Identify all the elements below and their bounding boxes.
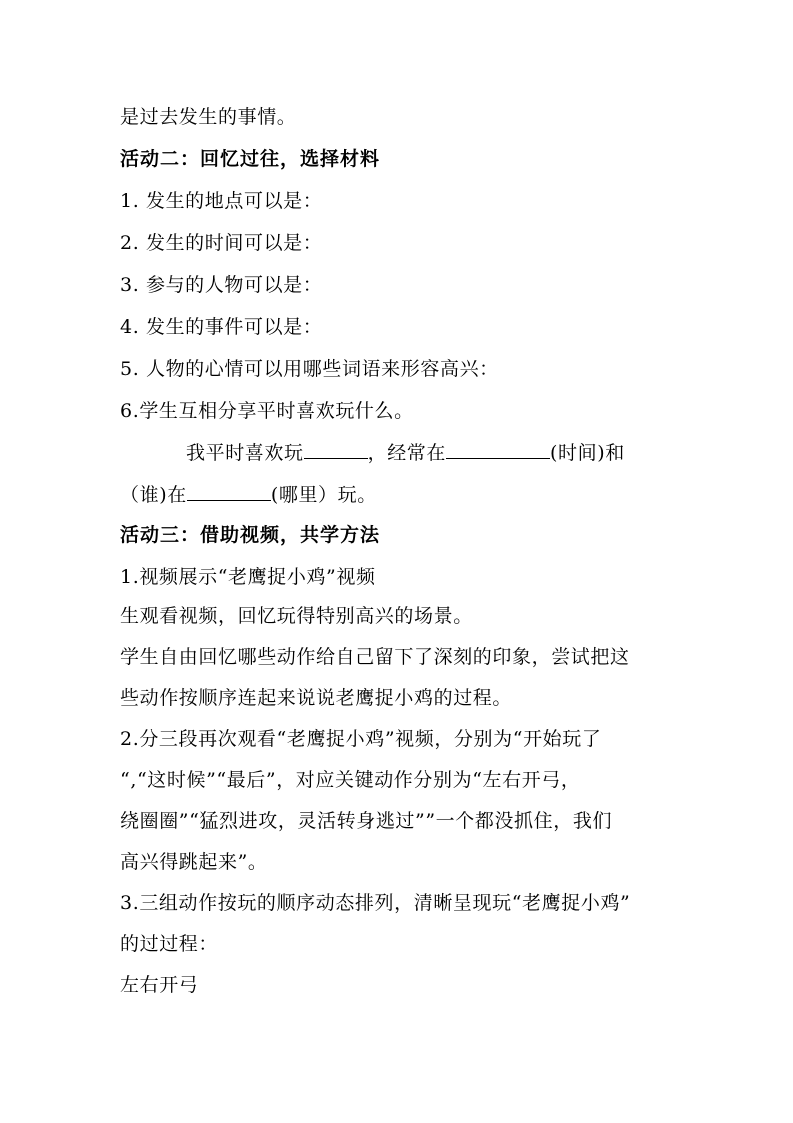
blank-time (446, 438, 550, 459)
sentence-part: 我平时喜欢玩 (186, 442, 304, 464)
list-item-event: 4. 发生的事件可以是： (120, 316, 323, 338)
body-line: 高兴得跳起来”。 (120, 851, 268, 873)
body-line: 生观看视频，回忆玩得特别高兴的场景。 (120, 605, 473, 627)
list-item-time: 2. 发生的时间可以是： (120, 232, 323, 254)
body-line: 2.分三段再次观看“老鹰捉小鸡”视频，分别为“开始玩了 (120, 728, 602, 750)
section-heading-activity-3: 活动三：借助视频，共学方法 (120, 524, 381, 546)
sentence-part: ，经常在 (367, 442, 447, 464)
body-line: 的过过程： (120, 933, 219, 955)
blank-place (187, 480, 271, 501)
body-line: 1.视频展示“老鹰捉小鸡”视频 (120, 566, 376, 588)
list-item-people: 3. 参与的人物可以是： (120, 274, 323, 296)
list-item-mood: 5. 人物的心情可以用哪些词语来形容高兴： (120, 358, 499, 380)
fill-in-sentence-line-1 (186, 438, 625, 465)
section-heading-activity-2: 活动二：回忆过往，选择材料 (120, 148, 381, 170)
body-line: 是过去发生的事情。 (120, 106, 297, 128)
list-item-location: 1. 发生的地点可以是： (120, 190, 323, 212)
body-line: 左右开弓 (120, 974, 199, 996)
body-line: 学生自由回忆哪些动作给自己留下了深刻的印象，尝试把这 (120, 646, 630, 668)
body-line: “,“这时候”“最后”，对应关键动作分别为“左右开弓， (120, 769, 581, 791)
body-line: 3.三组动作按玩的顺序动态排列，清晰呈现玩“老鹰捉小鸡” (120, 892, 631, 914)
sentence-part: (时间)和 (550, 442, 625, 464)
body-line: 绕圈圈”“猛烈进攻，灵活转身逃过””一个都没抓住，我们 (120, 810, 613, 832)
fill-in-sentence-line-2 (120, 480, 377, 507)
sentence-part: (哪里）玩。 (270, 484, 377, 506)
list-item-share: 6.学生互相分享平时喜欢玩什么。 (120, 400, 414, 422)
sentence-part: （谁)在 (120, 484, 187, 506)
body-line: 些动作按顺序连起来说说老鹰捉小鸡的过程。 (120, 687, 513, 709)
blank-play-item (304, 438, 368, 459)
